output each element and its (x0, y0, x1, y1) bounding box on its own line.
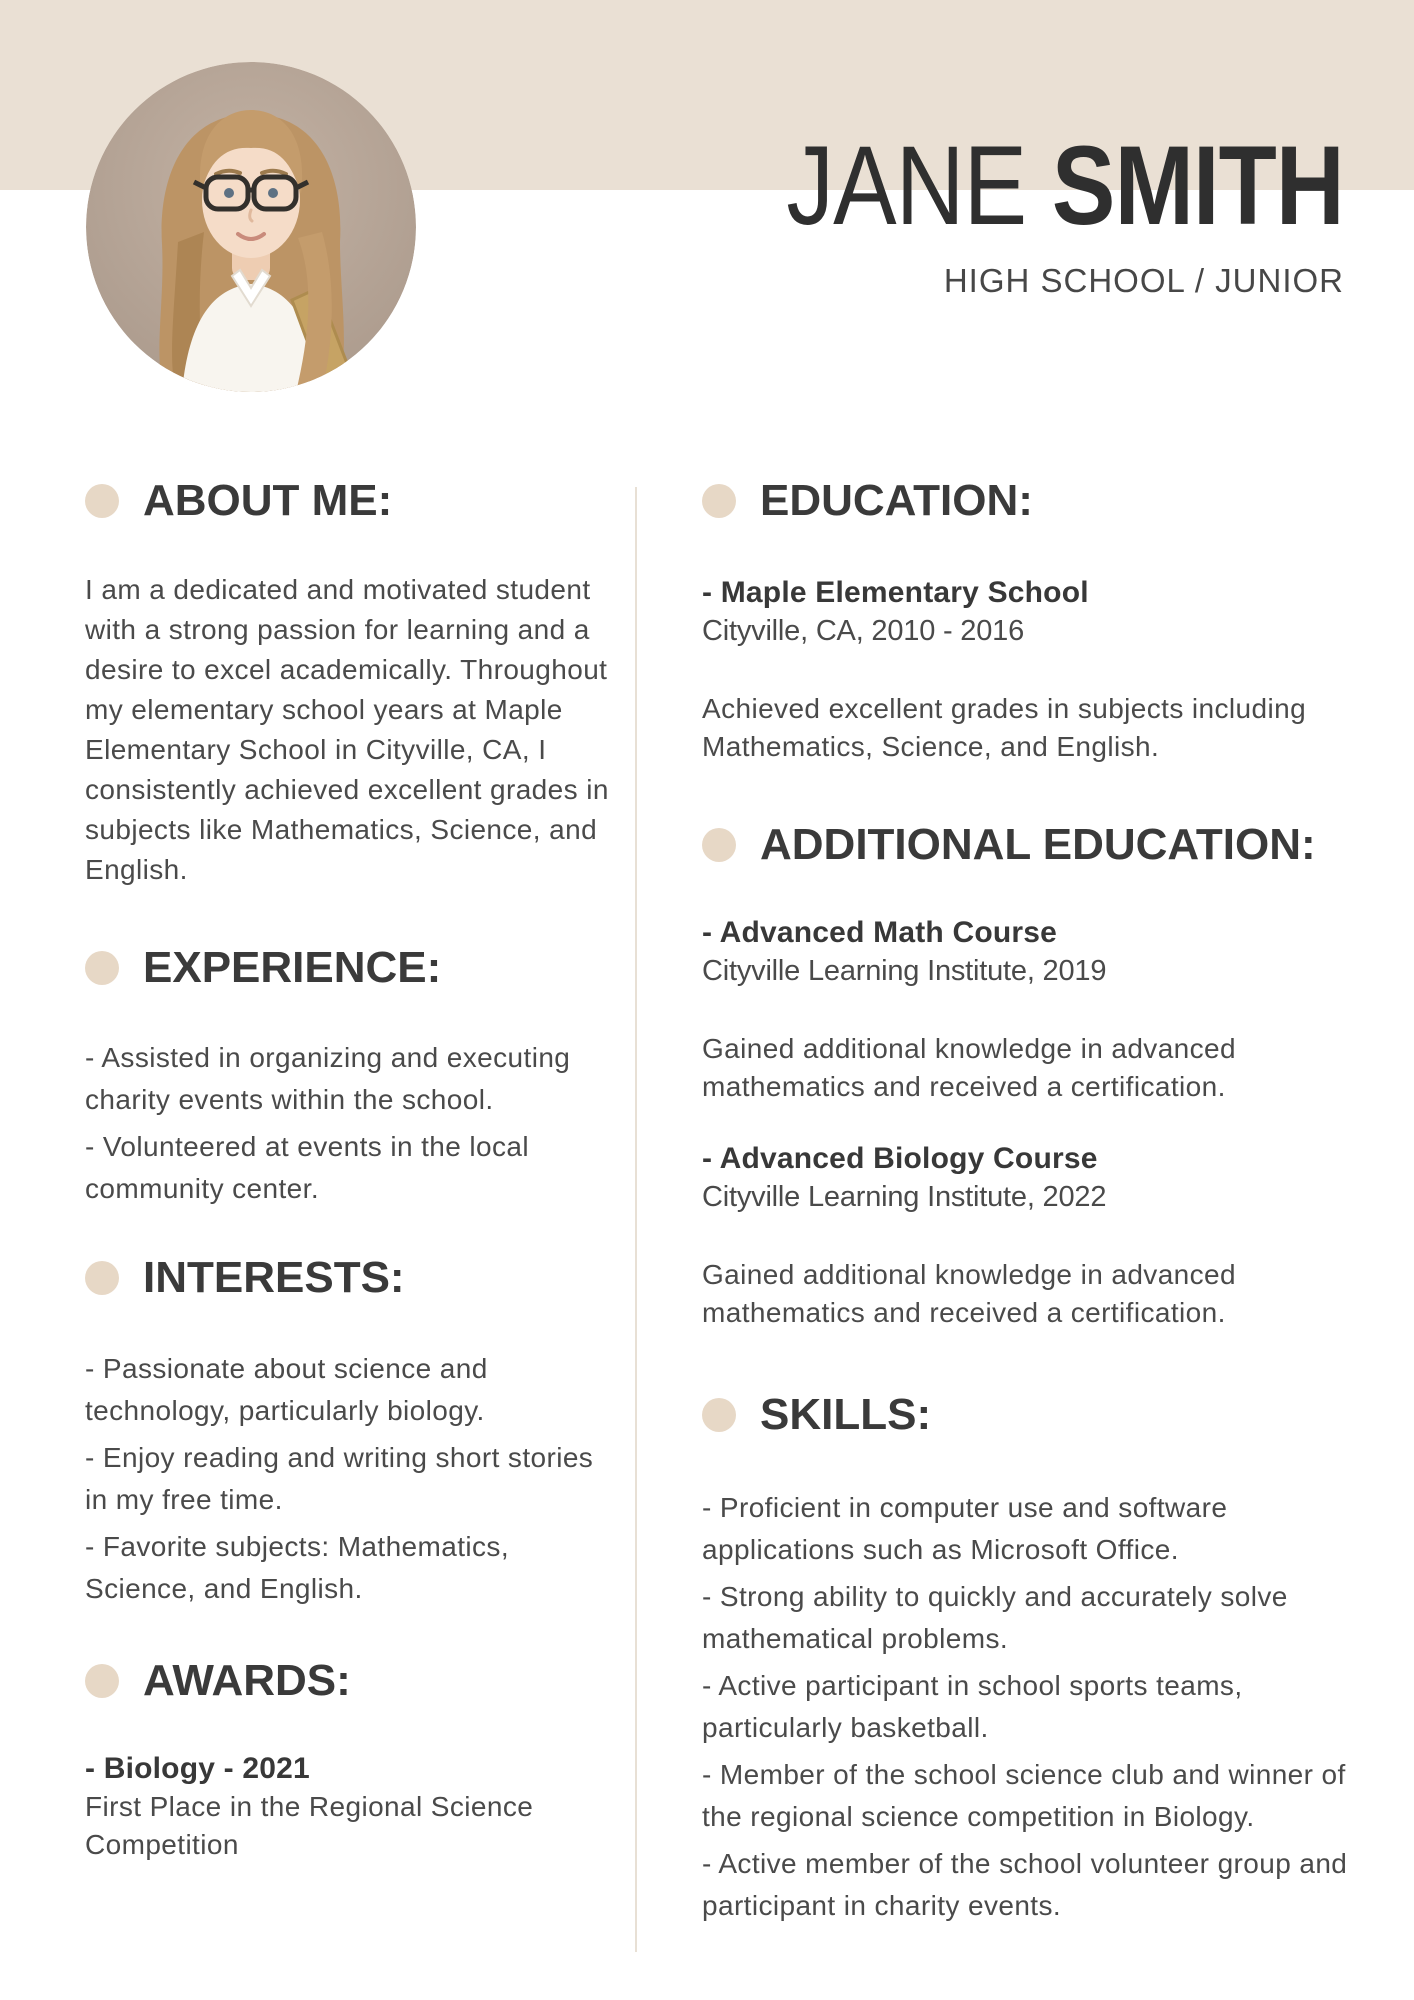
section-heading (702, 478, 1352, 524)
section-heading (702, 1392, 1352, 1438)
awards-entry (85, 1750, 610, 1864)
about-paragraph: I am a dedicated and motivated student with a strong passion for learning and a desire to excel academically. Throughout my elementary school years at Maple Elementary School in Cityville, CA, I consistently achieved excellent grades in subjects like Mathematics, Science, and English. (85, 574, 609, 886)
bullet-dot-icon (702, 828, 736, 862)
section-interests (85, 1255, 610, 1609)
section-education (702, 478, 1352, 766)
name-last: SMITH (1052, 123, 1344, 248)
section-experience (85, 945, 610, 1210)
section-heading (85, 1655, 610, 1705)
courses-block (702, 914, 1352, 1332)
experience-list (85, 1037, 610, 1210)
list-item: - Favorite subjects: Mathematics, Science, and English. (85, 1530, 509, 1604)
education-description: Achieved excellent grades in subjects including Mathematics, Science, and English. (702, 693, 1307, 763)
course-entry (702, 1140, 1352, 1332)
course-name: - Advanced Biology Course (702, 1142, 1098, 1176)
list-item: - Strong ability to quickly and accurately solve mathematical problems. (702, 1580, 1288, 1654)
section-title: ABOUT ME: (143, 476, 393, 525)
list-item: - Assisted in organizing and executing charity events within the school. (85, 1042, 571, 1116)
course-description: Gained additional knowledge in advanced mathematics and received a certification. (702, 1259, 1236, 1329)
skills-list (702, 1487, 1352, 1927)
school-name: - Maple Elementary School (702, 576, 1089, 610)
name-heading (786, 123, 1344, 248)
name-first: JANE (786, 123, 1027, 248)
section-title: EDUCATION: (760, 476, 1033, 525)
section-title: AWARDS: (143, 1655, 351, 1705)
bullet-dot-icon (85, 1664, 119, 1698)
list-item: - Passionate about science and technology, particularly biology. (85, 1352, 488, 1426)
bullet-dot-icon (85, 1261, 119, 1295)
course-meta: Cityville Learning Institute, 2022 (702, 1181, 1107, 1214)
section-heading (85, 478, 610, 524)
list-item: - Proficient in computer use and software applications such as Microsoft Office. (702, 1491, 1228, 1565)
section-title: SKILLS: (760, 1390, 932, 1440)
interests-list (85, 1348, 610, 1610)
award-title: - Biology - 2021 (85, 1751, 310, 1785)
list-item: - Active participant in school sports teams, particularly basketball. (702, 1669, 1243, 1743)
section-heading (85, 945, 610, 991)
course-description: Gained additional knowledge in advanced mathematics and received a certification. (702, 1033, 1236, 1103)
right-column (702, 478, 1352, 1927)
section-skills (702, 1392, 1352, 1926)
school-meta: Cityville, CA, 2010 - 2016 (702, 615, 1025, 648)
header-text-block (688, 123, 1344, 300)
course-entry (702, 914, 1352, 1106)
list-item: - Member of the school science club and winner of the regional science competition in Biology. (702, 1758, 1346, 1832)
course-name: - Advanced Math Course (702, 916, 1058, 950)
column-divider (635, 487, 637, 1952)
section-awards (85, 1655, 610, 1864)
profile-photo (86, 62, 416, 392)
bullet-dot-icon (702, 1398, 736, 1432)
section-heading (85, 1255, 610, 1301)
bullet-dot-icon (85, 951, 119, 985)
course-meta: Cityville Learning Institute, 2019 (702, 955, 1107, 988)
role-subtitle: HIGH SCHOOL / JUNIOR (943, 262, 1344, 299)
bullet-dot-icon (85, 484, 119, 518)
portrait-illustration (86, 62, 416, 392)
list-item: - Enjoy reading and writing short stories in my free time. (85, 1441, 594, 1515)
section-title: EXPERIENCE: (143, 943, 442, 993)
section-additional-education (702, 822, 1352, 1332)
education-entry (702, 574, 1352, 766)
section-about (85, 478, 610, 890)
section-heading (702, 822, 1352, 868)
bullet-dot-icon (702, 484, 736, 518)
left-column (85, 478, 610, 1864)
list-item: - Volunteered at events in the local community center. (85, 1131, 530, 1205)
section-title: INTERESTS: (143, 1253, 405, 1303)
section-title: ADDITIONAL EDUCATION: (760, 820, 1316, 870)
award-description: First Place in the Regional Science Competition (85, 1790, 534, 1860)
list-item: - Active member of the school volunteer group and participant in charity events. (702, 1847, 1348, 1921)
